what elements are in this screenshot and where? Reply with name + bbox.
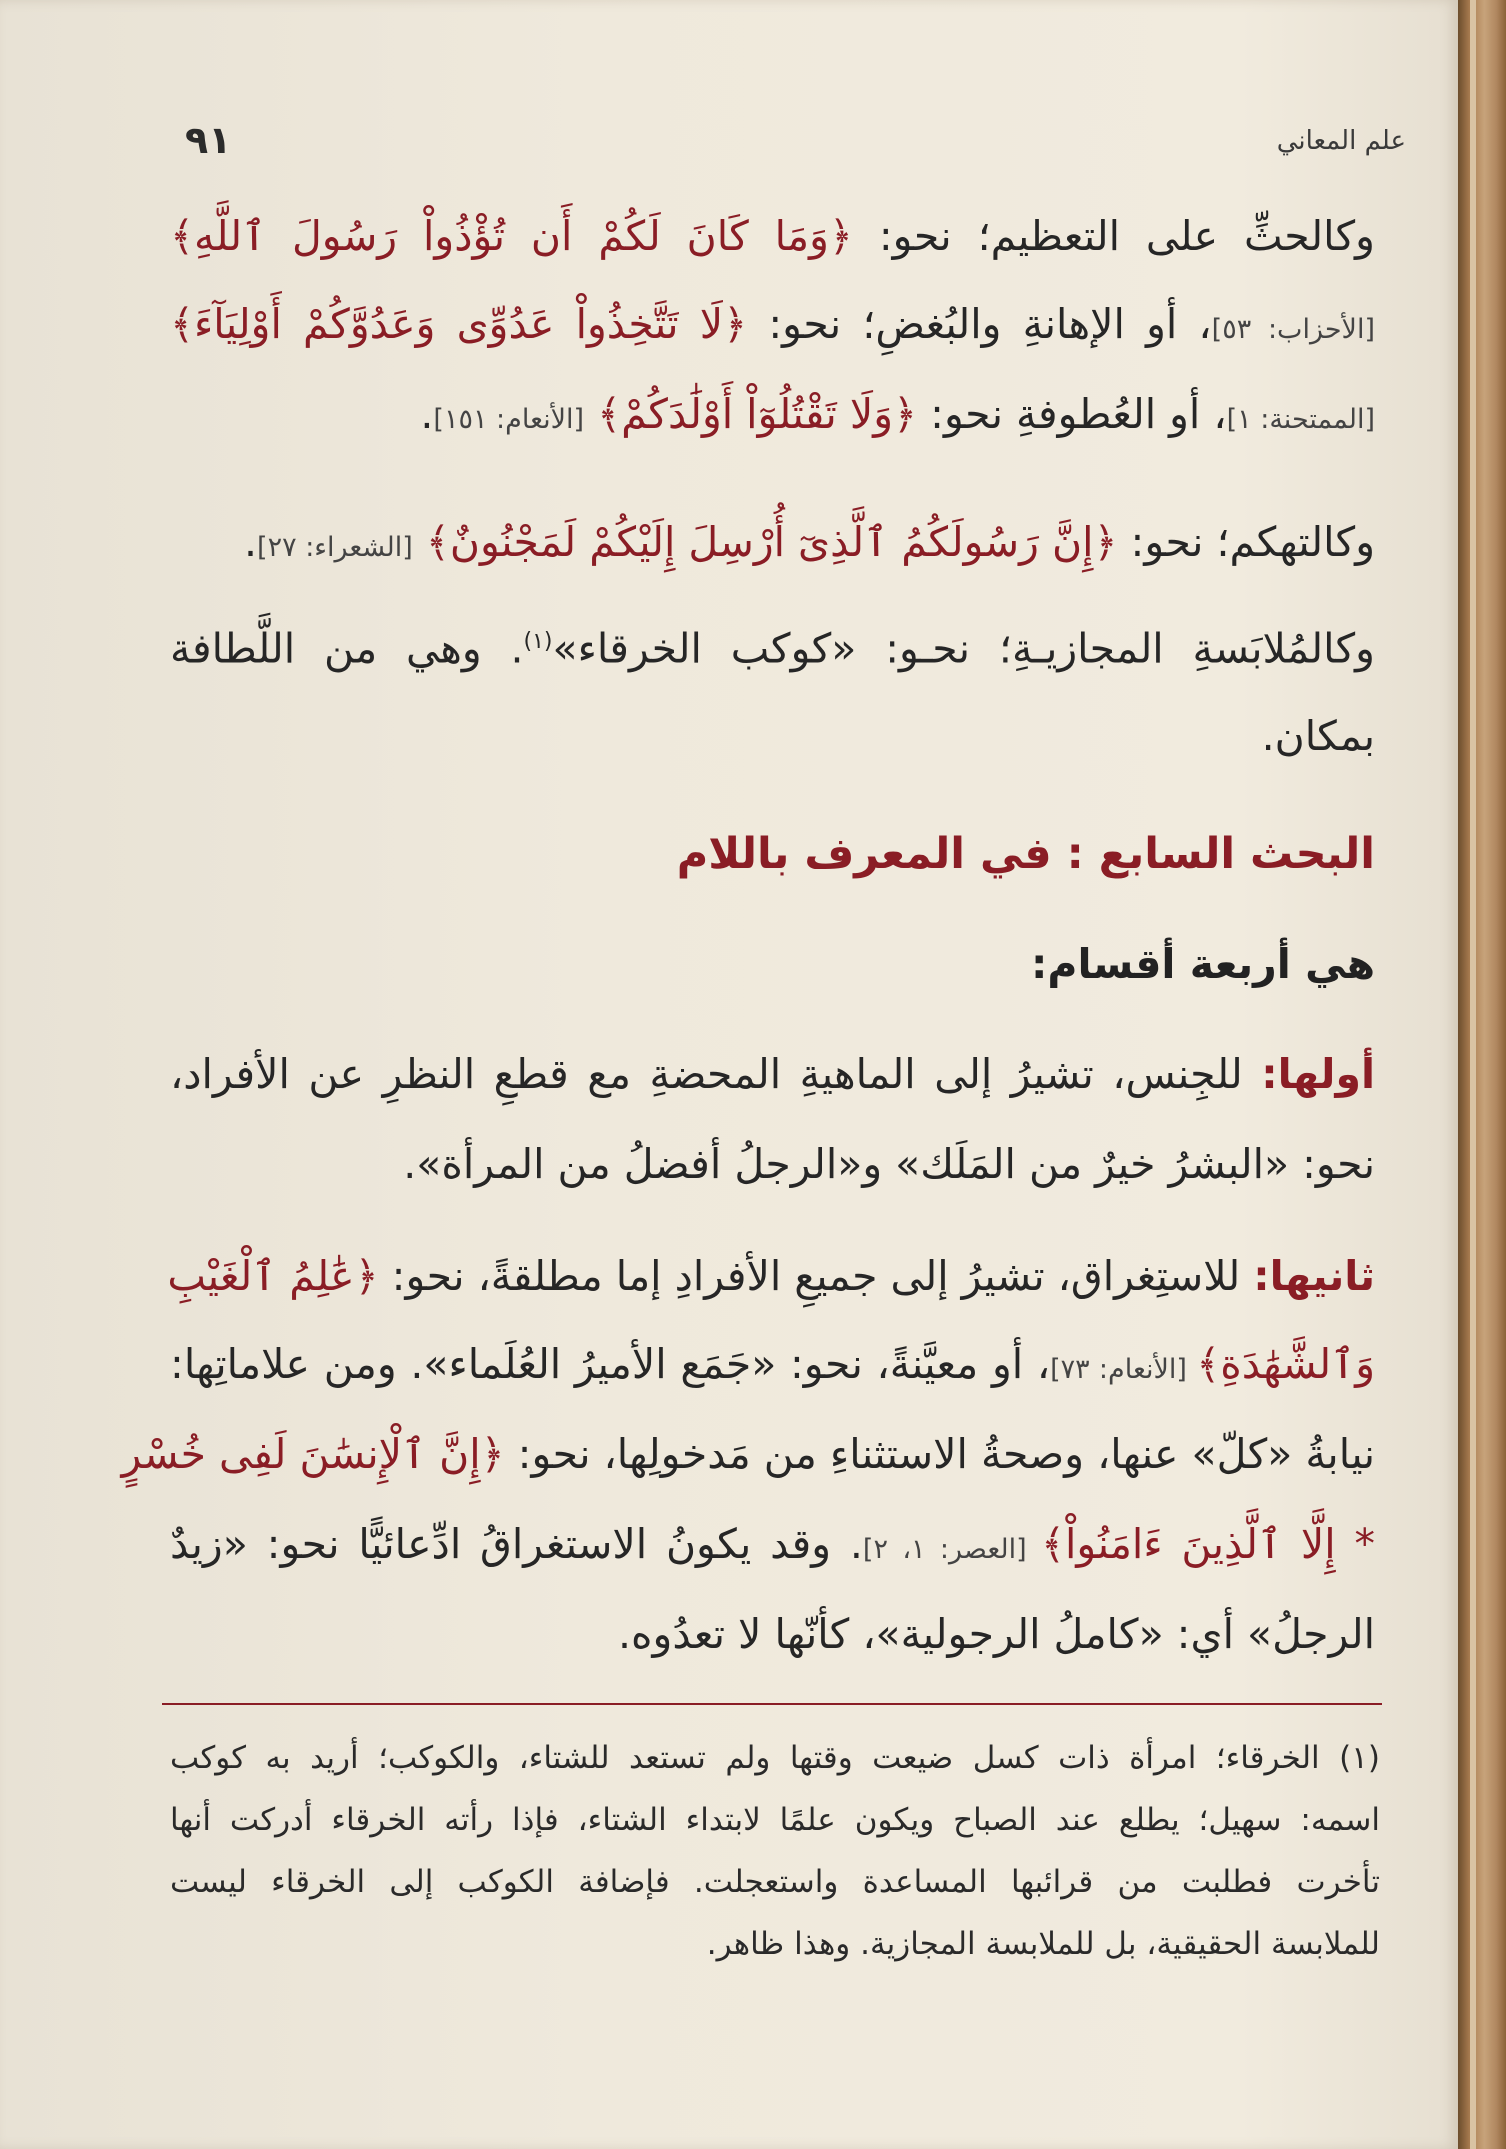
paragraph-lead: أولها: xyxy=(1261,1050,1375,1098)
section-heading: البحث السابع : في المعرف باللام xyxy=(676,829,1375,879)
quran-quote: * إِلَّا ٱلَّذِينَ ءَامَنُواْ﴾ xyxy=(1041,1520,1375,1568)
page-number: ٩١ xyxy=(185,118,232,162)
paragraph-lead: ثانيها: xyxy=(1253,1252,1375,1300)
quran-reference: [العصر: ١، ٢] xyxy=(862,1534,1041,1565)
quran-quote: ﴿إِنَّ رَسُولَكُمُ ٱلَّذِىٓ أُرْسِلَ إِلَيْكُمْ لَمَجْنُونٌ﴾ xyxy=(425,518,1118,566)
quran-quote: ﴿وَمَا كَانَ لَكُمْ أَن تُؤْذُواْ رَسُولَ ٱللَّهِ﴾ xyxy=(170,212,853,260)
footnote-separator xyxy=(162,1703,1382,1705)
footnote-line-4: للملابسة الحقيقية، بل للملابسة المجازية. وهذا ظاهر. xyxy=(706,1926,1380,1962)
body-line-5: وكالمُلابَسةِ المجازيـةِ؛ نحـو: «كوكب الخرقاء»$^{(١)}$. وهي من اللَّطافة xyxy=(170,624,1375,673)
paragraph-2-line-4: * إِلَّا ٱلَّذِينَ ءَامَنُواْ﴾ [العصر: ١، ٢]. وقد يكونُ الاستغراقُ ادِّعائيًّا نحو: «زيدٌ xyxy=(170,1520,1375,1568)
paragraph-2-line-3: نيابةُ «كلّ» عنها، وصحةُ الاستثناءِ من مَدخولِها، نحو: ﴿إِنَّ ٱلْإِنسَٰنَ لَفِى خُسْرٍ xyxy=(121,1430,1375,1478)
footnote-marker: (١) xyxy=(523,629,553,654)
spine-edge xyxy=(1470,0,1476,2149)
paragraph-2-line-2: وَٱلشَّهَٰدَةِ﴾ [الأنعام: ٧٣]، أو معيَّنةً، نحو: «جَمَع الأميرُ العُلَماء». ومن علاماتِها: xyxy=(170,1340,1376,1388)
paragraph-2-line-1: ثانيها: للاستِغراق، تشيرُ إلى جميعِ الأفرادِ إما مطلقةً، نحو: ﴿عَٰلِمُ ٱلْغَيْبِ xyxy=(167,1252,1375,1300)
quran-reference: [الأنعام: ١٥١] xyxy=(433,404,585,435)
quran-quote: ﴿عَٰلِمُ ٱلْغَيْبِ xyxy=(167,1252,379,1300)
quran-reference: [الأنعام: ٧٣] xyxy=(1050,1354,1197,1385)
footnote-line-3: تأخرت فطلبت من قرائبها المساعدة واستعجلت. فإضافة الكوكب إلى الخرقاء ليست xyxy=(170,1864,1380,1900)
running-head-title: علم المعاني xyxy=(1276,126,1406,156)
quran-reference: [الشعراء: ٢٧] xyxy=(257,532,413,563)
paragraph-1-line-1: أولها: للجِنس، تشيرُ إلى الماهيةِ المحضةِ مع قطعِ النظرِ عن الأفراد، xyxy=(170,1050,1375,1098)
body-line-2: [الأحزاب: ٥٣]، أو الإهانةِ والبُغضِ؛ نحو: ﴿لَا تَتَّخِذُواْ عَدُوِّى وَعَدُوَّكُمْ أَوْلِيَآءَ﴾ xyxy=(170,300,1375,348)
quran-reference: [الممتحنة: ١] xyxy=(1226,404,1375,435)
body-line-4: وكالتهكم؛ نحو: ﴿إِنَّ رَسُولَكُمُ ٱلَّذِىٓ أُرْسِلَ إِلَيْكُمْ لَمَجْنُونٌ﴾ [الشعراء: ٢٧]. xyxy=(244,518,1375,566)
running-head xyxy=(0,118,1458,168)
quran-quote: ﴿إِنَّ ٱلْإِنسَٰنَ لَفِى خُسْرٍ xyxy=(121,1430,505,1478)
body-line-6: بمكان. xyxy=(1261,712,1375,760)
body-line-1: وكالحثِّ على التعظيم؛ نحو: ﴿وَمَا كَانَ لَكُمْ أَن تُؤْذُواْ رَسُولَ ٱللَّهِ﴾ xyxy=(170,212,1375,260)
section-subheading: هي أربعة أقسام: xyxy=(1031,940,1375,988)
paragraph-2-line-5: الرجلُ» أي: «كاملُ الرجولية»، كأنّها لا تعدُوه. xyxy=(618,1610,1375,1658)
quran-reference: [الأحزاب: ٥٣] xyxy=(1211,314,1375,345)
body-line-3: [الممتحنة: ١]، أو العُطوفةِ نحو: ﴿وَلَا تَقْتُلُوٓاْ أَوْلَٰدَكُمْ﴾ [الأنعام: ١٥١]. xyxy=(420,390,1375,438)
quran-quote: وَٱلشَّهَٰدَةِ﴾ xyxy=(1196,1340,1376,1388)
quran-quote: ﴿لَا تَتَّخِذُواْ عَدُوِّى وَعَدُوَّكُمْ أَوْلِيَآءَ﴾ xyxy=(170,300,748,348)
book-spine xyxy=(1458,0,1506,2149)
footnote-line-2: اسمه: سهيل؛ يطلع عند الصباح ويكون علمًا لابتداء الشتاء، فإذا رأته الخرقاء أدركت أنها xyxy=(170,1802,1380,1838)
paragraph-1-line-2: نحو: «البشرُ خيرٌ من المَلَك» و«الرجلُ أفضلُ من المرأة». xyxy=(403,1140,1375,1188)
footnote-line-1: (١) الخرقاء؛ امرأة ذات كسل ضيعت وقتها ولم تستعد للشتاء، والكوكب؛ أريد به كوكب xyxy=(170,1740,1380,1776)
quran-quote: ﴿وَلَا تَقْتُلُوٓاْ أَوْلَٰدَكُمْ﴾ xyxy=(597,390,918,438)
